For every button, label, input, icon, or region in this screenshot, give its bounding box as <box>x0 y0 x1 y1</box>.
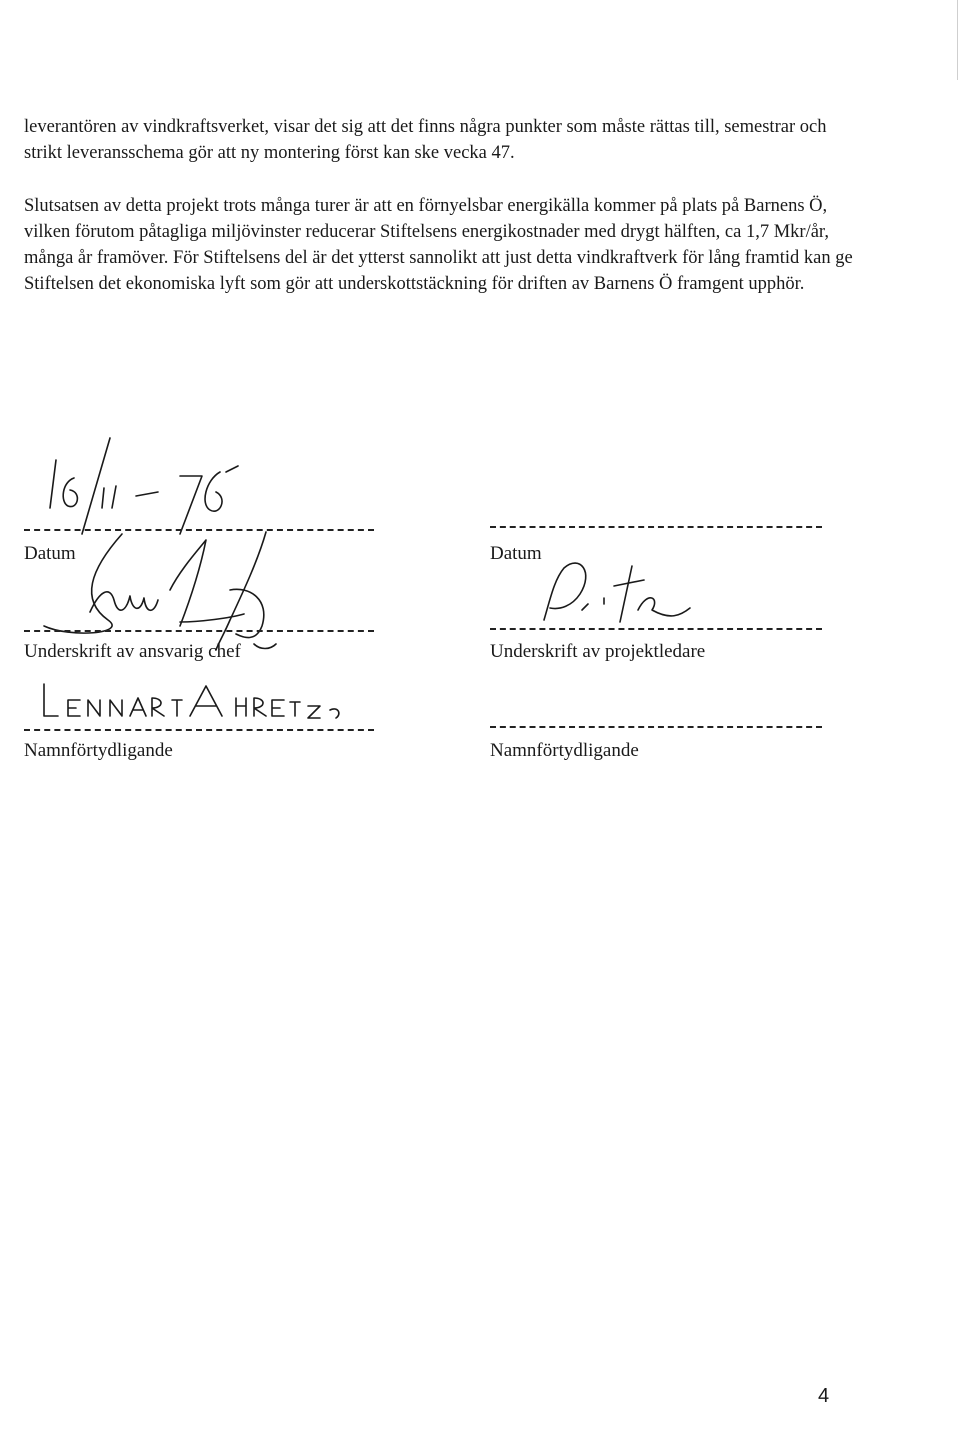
left-signature-line <box>24 630 374 632</box>
scan-edge-line <box>957 0 958 80</box>
handwritten-name-left <box>40 676 360 736</box>
body-paragraph-1: leverantören av vindkraftsverket, visar det sig att det finns några punkter som måste rättas till, semestrar och strikt leveransschema gör att ny montering först kan ske vecka 47. <box>24 117 827 163</box>
handwritten-signature-right <box>520 550 720 640</box>
body-paragraph-2: Slutsatsen av detta projekt trots många turer är att en förnyelsbar energikälla kommer på plats på Barnens Ö, vilken förutom påtagliga miljövinster reducerar Stiftelsens energikostnader med drygt hälften, ca 1,7 Mkr/år, många år framöver. För Stiftelsens del är det ytterst sannolikt att just detta vindkraftverk för lång framtid kan ge Stiftelsen det ekonomiska lyft som gör att underskottstäckning för driften av Barnens Ö framgent upphör. <box>24 196 853 294</box>
right-date-label: Datum <box>490 543 542 564</box>
left-date-label: Datum <box>24 543 76 564</box>
left-name-line <box>24 729 374 731</box>
handwritten-date-left <box>40 430 260 540</box>
left-name-label: Namnförtydligande <box>24 740 173 761</box>
right-date-line <box>490 526 822 528</box>
right-name-label: Namnförtydligande <box>490 740 639 761</box>
right-signature-label: Underskrift av projektledare <box>490 641 706 662</box>
right-signature-line <box>490 628 822 630</box>
page-number: 4 <box>818 1385 830 1407</box>
right-name-line <box>490 726 822 728</box>
left-signature-label: Underskrift av ansvarig chef <box>24 641 241 662</box>
left-date-line <box>24 529 374 531</box>
